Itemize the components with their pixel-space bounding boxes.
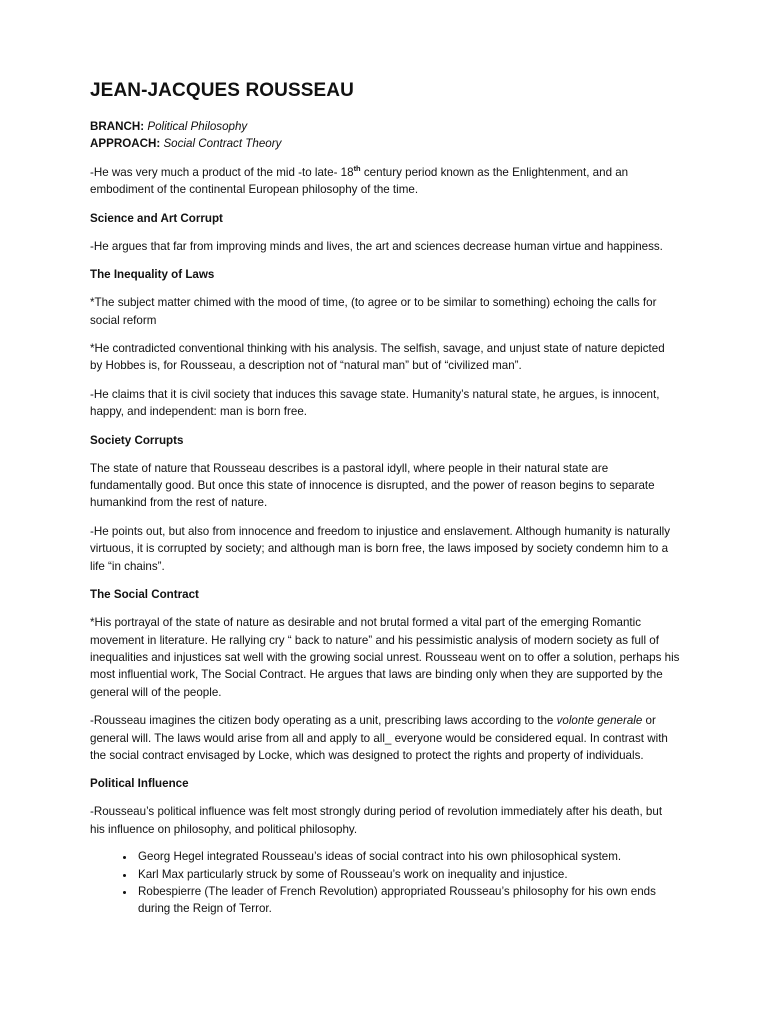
intro-paragraph <box>90 164 680 199</box>
inequality-paragraph-2: *He contradicted conventional thinking with his analysis. The selfish, savage, and unjust state of nature depicted by Hobbes is, for Rousseau, a description not of “natural man” but of “civilized man”. <box>90 342 665 373</box>
society-paragraph-1: The state of nature that Rousseau describes is a pastoral idyll, where people in their natural state are fundamentally good. But once this state of innocence is disrupted, and the power of reason begins to separate humankind from the rest of nature. <box>90 461 655 510</box>
contract-text-start: -Rousseau imagines the citizen body operating as a unit, prescribing laws according to the <box>90 714 557 728</box>
section-heading-society: Society Corrupts <box>90 433 184 447</box>
contract-paragraph-2 <box>90 712 680 764</box>
approach-value: Social Contract Theory <box>163 137 282 150</box>
branch-value: Political Philosophy <box>147 120 248 133</box>
intro-text-start: -He was very much a product of the mid -to late- 18 <box>90 166 354 179</box>
ordinal-suffix: th <box>353 164 361 174</box>
inequality-paragraph-3: -He claims that it is civil society that induces this savage state. Humanity’s natural state, he argues, is innocent, happy, and independent: man is born free. <box>90 387 660 419</box>
branch-line <box>90 118 680 135</box>
list-item-hegel: • Georg Hegel integrated Rousseau’s ideas of social contract into his own philosophical system. <box>136 848 680 865</box>
approach-label: APPROACH: <box>90 137 161 150</box>
science-paragraph: -He argues that far from improving minds and lives, the art and sciences decrease human virtue and happiness. <box>90 239 663 253</box>
contract-paragraph-1: *His portrayal of the state of nature as desirable and not brutal formed a vital part of the emerging Romantic movement in literature. He rallying cry “ back to nature” and his pessimistic analysis of modern society as full of inequalities and injustices sat well with the growing social unrest. Rousseau went on to offer a solution, perhaps his most influential work, The Social Contract. He argues that laws are binding only when they are supported by the general will of the people. <box>90 616 680 699</box>
branch-label: BRANCH: <box>90 120 145 133</box>
intro-text-end: century period known as the Enlightenment, and an embodiment of the continental European philosophy of the time. <box>90 166 629 197</box>
society-paragraph-2: -He points out, but also from innocence and freedom to injustice and enslavement. Although humanity is naturally virtuous, it is corrupted by society; and although man is born free, the laws imposed by society condemn him to a life “in chains”. <box>90 524 671 573</box>
section-heading-influence: Political Influence <box>90 777 189 791</box>
volonte-generale-term: volonte generale <box>556 714 643 728</box>
inequality-paragraph-1: *The subject matter chimed with the mood of time, (to agree or to be similar to something) echoing the calls for social reform <box>90 296 657 327</box>
section-heading-inequality: The Inequality of Laws <box>90 268 215 282</box>
list-item-marx: • Karl Max particularly struck by some of Rousseau’s work on inequality and injustice. <box>136 866 680 883</box>
section-heading-science: Science and Art Corrupt <box>90 211 223 225</box>
list-item-robespierre: • Robespierre (The leader of French Revolution) appropriated Rousseau’s philosophy for his own ends during the Reign of Terror. <box>136 883 680 918</box>
meta-block <box>90 118 680 152</box>
section-heading-contract: The Social Contract <box>90 588 199 602</box>
approach-line <box>90 135 680 152</box>
influence-paragraph: -Rousseau’s political influence was felt most strongly during period of revolution immediately after his death, but his influence on philosophy, and political philosophy. <box>90 805 663 836</box>
document-page <box>90 80 680 918</box>
contract-text-end: or general will. The laws would arise from all and apply to all_ everyone would be considered equal. In contrast with the social contract envisaged by Locke, which was designed to protect the rights and property of individuals. <box>90 714 668 762</box>
document-title: JEAN-JACQUES ROUSSEAU <box>90 80 354 101</box>
influence-bullet-list <box>90 848 680 918</box>
